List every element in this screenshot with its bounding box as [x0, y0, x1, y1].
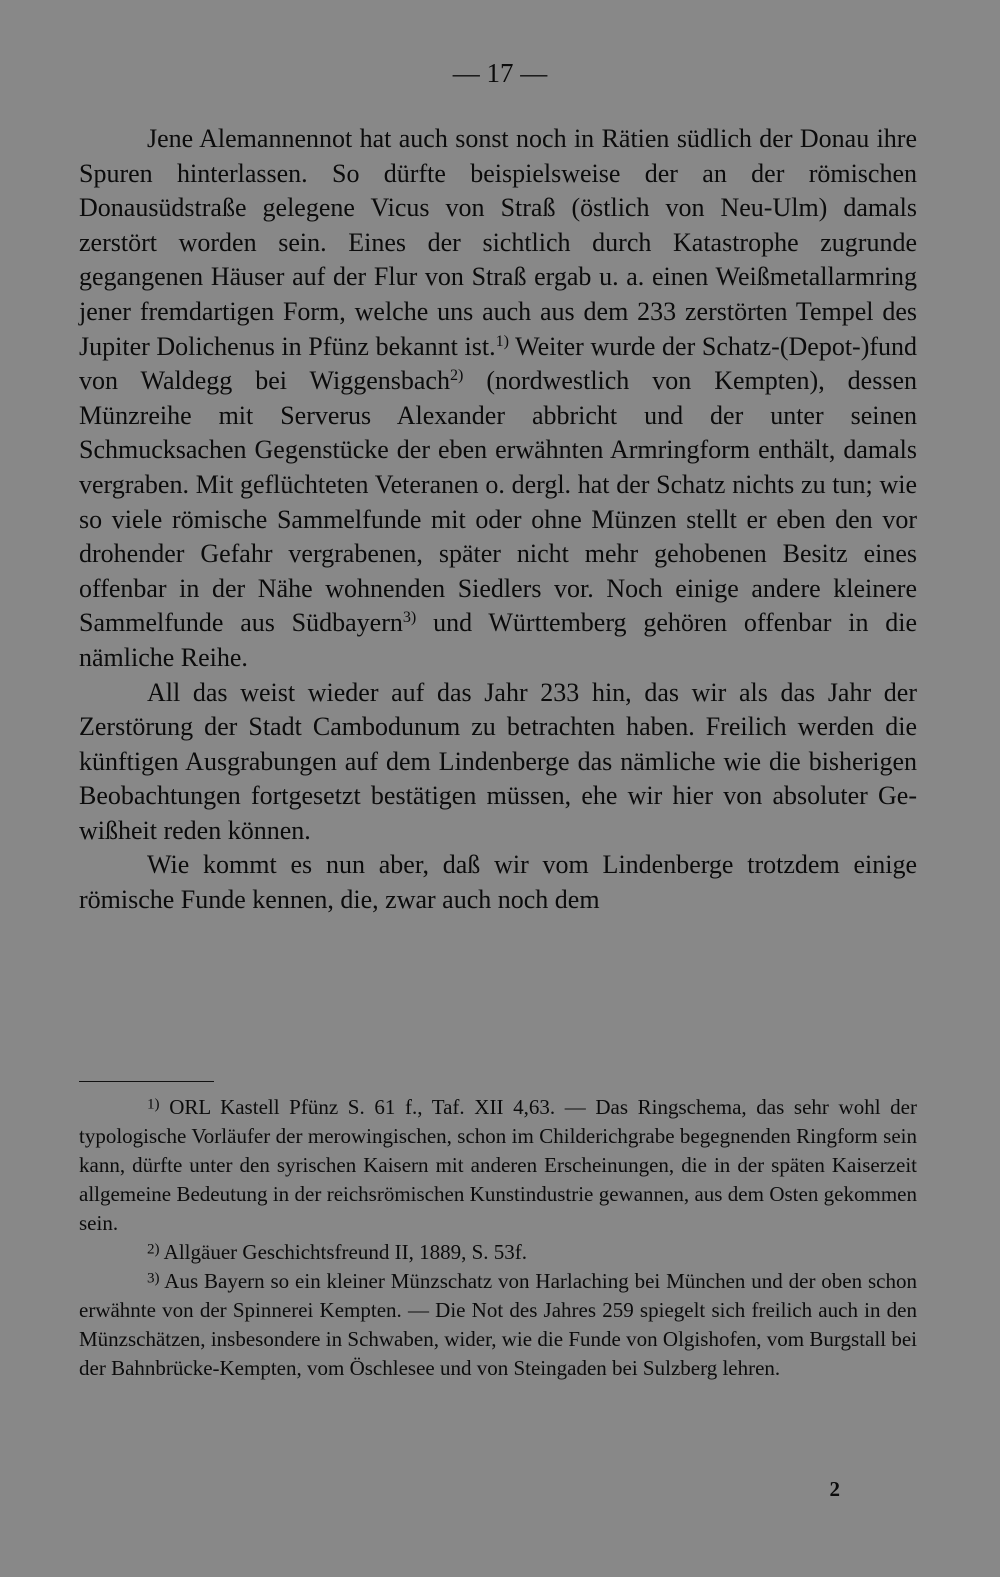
paragraph-2: All das weist wieder auf das Jahr 233 hin, das wir als das Jahr der Zerstörung der Stadt Cambodunum zu betrachten haben. Freilich werden die künftigen Ausgrabungen auf dem Lindenberge das nämliche wie die bisherigen Beobachtungen fortgesetzt bestätigen müssen, ehe wir hier von absoluter Gewißheit reden können.: [79, 677, 917, 845]
paragraph-1-part-d: und Württemberg gehören offenbar in die nämliche Reihe.: [79, 608, 918, 672]
footnote-marker-1: 1): [147, 1096, 160, 1113]
footnote-ref-2: 2): [449, 367, 464, 385]
paragraph-1: [79, 122, 917, 676]
footnote-3: [79, 1267, 917, 1383]
footnote-divider: [79, 1081, 214, 1082]
footnote-text-3: Aus Bayern so ein kleiner Münzschatz von Harlaching bei München und der oben schon erwähnte von der Spinnerei Kempten. — Die Not des Jahres 259 spiegelt sich freilich auch in den Münzschätzen, insbesondere in Schwaben, wider, wie die Funde von Olgishofen, vom Burgstall bei der Bahnbrücke-Kempten, vom Öschlesee und von Steingaden bei Sulzberg lehren.: [79, 1269, 917, 1380]
footnote-text-1: ORL Kastell Pfünz S. 61 f., Taf. XII 4,63. — Das Ringschema, das sehr wohl der typologische Vorläufer der merowingischen, schon im Childerichgrabe begegnenden Ringform sein kann, dürfte unter den syrischen Kaisern mit anderen Erscheinungen, die in der späten Kaiserzeit allgemeine Bedeutung in der reichsrömischen Kunstindustrie gewannen, aus dem Osten gekommen sein.: [79, 1095, 917, 1235]
paragraph-3: Wie kommt es nun aber, daß wir vom Lindenberge trotzdem einige römische Funde kennen, die, zwar auch noch dem: [79, 850, 917, 915]
footnote-1: [79, 1093, 917, 1238]
footnote-2: [79, 1238, 917, 1267]
paragraph-1-part-c: (nordwestlich von Kempten), dessen Münzreihe mit Serverus Alexander abbricht und der unter seinen Schmucksachen Gegenstücke der eben erwähnten Armringform enthält, damals vergraben. Mit geflüchteten Veteranen o. dergl. hat der Schatz nichts zu tun; wie so viele römische Sammelfunde mit oder ohne Münzen stellt er eben den vor drohender Gefahr vergrabenen, später nicht mehr gehobenen Besitz eines offenbar in der Nähe wohnenden Siedlers vor. Noch einige andere kleinere Sammelfunde aus Südbayern: [79, 366, 917, 638]
footnote-marker-3: 3): [147, 1270, 160, 1287]
page-number: — 17 —: [452, 58, 548, 88]
main-text: [79, 122, 917, 918]
footnote-text-2: Allgäuer Geschichtsfreund II, 1889, S. 53f.: [159, 1240, 528, 1264]
signature-mark: 2: [829, 1477, 840, 1501]
footnote-marker-2: 2): [147, 1241, 160, 1258]
paragraph-1-part-b: Weiter wurde der Schatz-(Depot-)fund von Waldegg bei Wiggensbach: [79, 331, 918, 396]
footnote-ref-3: 3): [402, 609, 417, 627]
paragraph-1-part-a: Jene Alemannennot hat auch sonst noch in Rätien südlich der Donau ihre Spuren hinterlassen. So dürfte beispielsweise der an der römischen Donausüdstraße gelegene Vicus von Straß (östlich von Neu-Ulm) damals zerstört worden sein. Eines der sichtlich durch Katastrophe zugrunde gegangenen Häuser auf der Flur von Straß ergab u. a. einen Weißmetallarmring jener fremdartigen Form, welche uns auch aus dem 233 zerstörten Tempel des Jupiter Dolichenus in Pfünz bekannt ist.: [79, 124, 917, 361]
footnotes: [79, 1093, 917, 1383]
footnote-ref-1: 1): [495, 332, 510, 350]
